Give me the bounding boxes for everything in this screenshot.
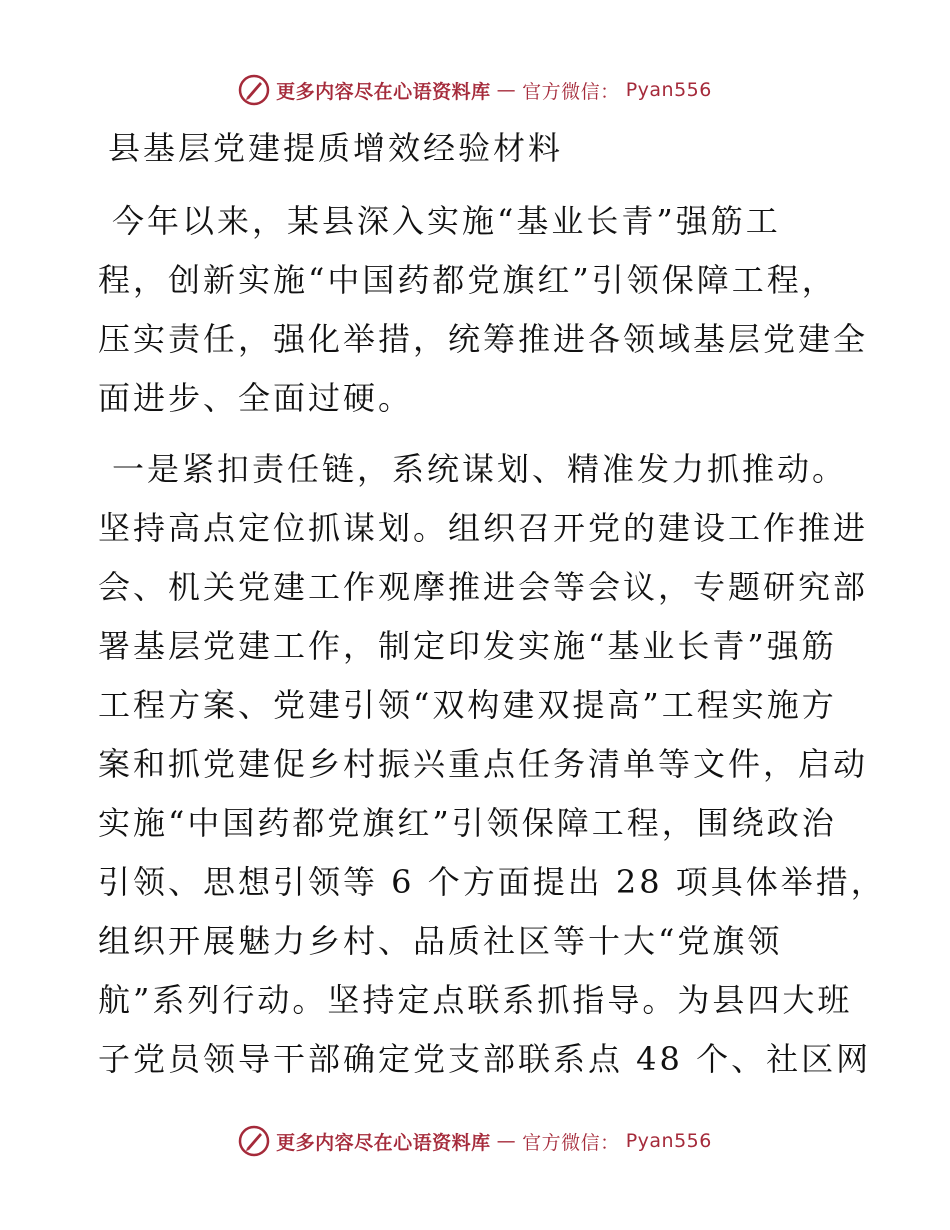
text-line: 案和抓党建促乡村振兴重点任务清单等文件，启动	[98, 745, 869, 783]
text-line: 航”系列行动。坚持定点联系抓指导。为县四大班	[98, 981, 853, 1019]
body-paragraph-intro	[98, 192, 869, 428]
watermark-footer	[0, 1125, 950, 1157]
watermark-main-text: 更多内容尽在心语资料库	[276, 1131, 491, 1154]
text-line: 一是紧扣责任链，系统谋划、精准发力抓推动。	[112, 450, 848, 488]
text-line: 程，创新实施“中国药都党旗红”引领保障工程，	[98, 261, 837, 299]
watermark-official-label: 官方微信：	[522, 80, 620, 103]
text-line: 署基层党建工作，制定印发实施“基业长青”强筋	[98, 627, 837, 665]
text-line: 工程方案、党建引领“双构建双提高”工程实施方	[98, 686, 837, 724]
watermark-separator: —	[496, 79, 517, 101]
text-line: 引领、思想引领等 6 个方面提出 28 项具体举措，	[98, 863, 886, 901]
quill-emblem-icon	[238, 74, 270, 106]
watermark-separator: —	[496, 1130, 517, 1152]
body-paragraph-responsibility	[98, 440, 886, 1089]
text-line: 坚持高点定位抓谋划。组织召开党的建设工作推进	[98, 509, 869, 547]
text-line: 今年以来，某县深入实施“基业长青”强筋工	[112, 202, 781, 240]
watermark-wechat-id: Pyan556	[625, 1130, 712, 1152]
watermark-official-label: 官方微信：	[522, 1131, 620, 1154]
page-title: 县基层党建提质增效经验材料	[108, 129, 564, 167]
watermark-wechat-id: Pyan556	[625, 79, 712, 101]
watermark-header	[0, 74, 950, 106]
quill-emblem-icon	[238, 1125, 270, 1157]
text-line: 组织开展魅力乡村、品质社区等十大“党旗领	[98, 922, 783, 960]
text-line: 子党员领导干部确定党支部联系点 48 个、社区网	[98, 1040, 872, 1078]
text-line: 会、机关党建工作观摩推进会等会议，专题研究部	[98, 568, 869, 606]
text-line: 实施“中国药都党旗红”引领保障工程，围绕政治	[98, 804, 837, 842]
text-line: 压实责任，强化举措，统筹推进各领域基层党建全	[98, 320, 869, 358]
watermark-main-text: 更多内容尽在心语资料库	[276, 80, 491, 103]
text-line: 面进步、全面过硬。	[98, 379, 414, 417]
